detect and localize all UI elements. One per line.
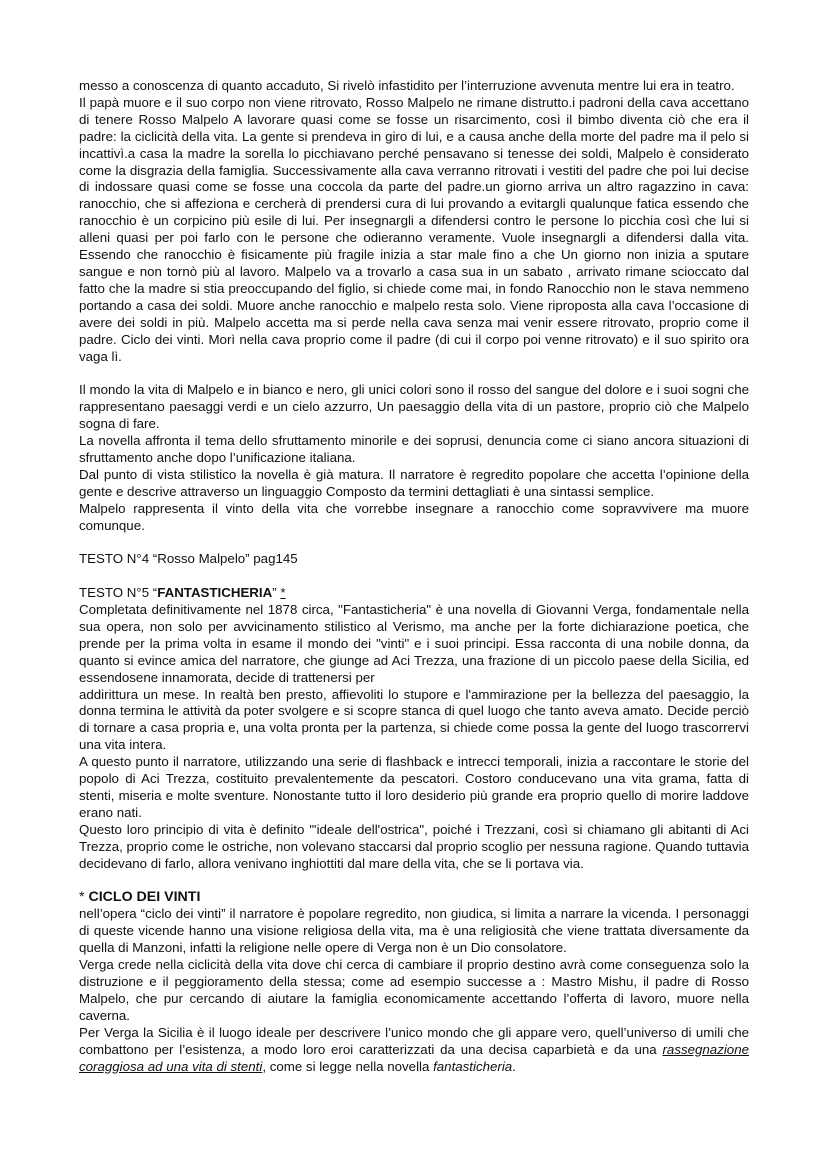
- paragraph: messo a conoscenza di quanto accaduto, Si rivelò infastidito per l’interruzione avvenuta mentre lui era in teatro.: [79, 78, 735, 93]
- ciclo-title: CICLO DEI VINTI: [88, 889, 201, 906]
- paragraph: Verga crede nella ciclicità della vita dove chi cerca di cambiare il proprio destino avrà come conseguenza solo la distruzione e il peggioramento della stessa; come ad esempio successe a : Mastro Mishu, il padre di Rosso Malpelo, che pur cercando di aiutare la famiglia economicamente accettando l’offerta di lavoro, muore nella caverna.: [79, 957, 749, 1023]
- paragraph: addirittura un mese. In realtà ben presto, affievoliti lo stupore e l'ammirazione per la bellezza del paesaggio, la donna termina le attività da poter svolgere e si scopre stanca di quel luogo che tanto aveva amato. Decide perciò di tornare a casa propria e, una volta pronta per la partenza, si chiede come possa la gente del luogo trascorrervi una vita intera.: [79, 686, 749, 753]
- paragraph: Il mondo la vita di Malpelo e in bianco e nero, gli unici colori sono il rosso del sangue del dolore e i suoi sogni che rappresentano paesaggi verdi e un cielo azzurro, Un paesaggio della vita di un pastore, proprio ciò che Malpelo sogna di fare.: [79, 382, 749, 432]
- italic-title: fantasticheria: [433, 1058, 513, 1074]
- footnote-mark-link[interactable]: *: [280, 585, 286, 601]
- text-run: .: [512, 1058, 516, 1074]
- testo5-heading: [79, 585, 749, 602]
- paragraph: nell’opera “ciclo dei vinti” il narratore è popolare regredito, non giudica, si limita a narrare la vicenda. I personaggi di queste vicende hanno una visione religiosa della vita, ma è una religiosità che viene trattata diversamente da quella di Manzoni, infatti la religione nelle opere di Verga non è un Dio consolatore.: [79, 906, 749, 956]
- testo5-title: FANTASTICHERIA: [157, 585, 273, 601]
- paragraph: Questo loro principio di vita è definito "'ideale dell'ostrica", poiché i Trezzani, così si chiamano gli abitanti di Aci Trezza, proprio come le ostriche, non volevano staccarsi dal proprio scoglio per nessuna ragione. Quando tuttavia decidevano di farlo, allora venivano inghiottiti dal mare della vita, che se li portava via.: [79, 821, 749, 871]
- testo5-prefix: TESTO N°5 “: [79, 585, 158, 601]
- blank-line: [79, 568, 749, 585]
- paragraph: Completata definitivamente nel 1878 circa, "Fantasticheria" è una novella di Giovanni Verga, fondamentale nella sua opera, non solo per avvicinamento stilistico al Verismo, ma anche per la forte dichiarazione poetica, che prende per la prima volta in esame il mondo dei "vinti" e i suoi principi. Essa racconta di una nobile donna, da quanto si evince amica del narratore, che giunge ad Aci Trezza, una frazione di un piccolo paese della Sicilia, ed essendosene innamorata, decide di trattenersi per: [79, 602, 749, 685]
- paragraph: [79, 1025, 749, 1076]
- text-run: Per Verga la Sicilia è il luogo ideale per descrivere l’unico mondo che gli appare vero, quell’universo di umili che combattono per l’esistenza, a modo loro eroi caratterizzati da una decisa caparbietà e da una: [79, 1024, 749, 1057]
- paragraph: La novella affronta il tema dello sfruttamento minorile e dei soprusi, denuncia come ci siano ancora situazioni di sfruttamento anche dopo l’unificazione italiana.: [79, 433, 749, 465]
- text-run: , come si legge nella novella: [262, 1058, 434, 1074]
- blank-line: [79, 365, 749, 382]
- paragraph: Il papà muore e il suo corpo non viene ritrovato, Rosso Malpelo ne rimane distrutto.i padroni della cava accettano di tenere Rosso Malpelo A lavorare quasi come se fosse un risarcimento, così il bimbo diventa ciò che era il padre: la ciclicità della vita. La gente si prendeva in giro di lui, e a causa anche della morte del padre ma il pelo si incattivì.a casa la madre la sorella lo picchiavano perché pensavano si tenesse dei soldi, Malpelo è considerato come la disgrazia della famiglia. Successivamente alla cava verranno ritrovati i vestiti del padre che poi lui decise di indossare quasi come se fosse una coccola da parte del padre.un giorno arriva un altro ragazzino in cava: ranocchio, che si affeziona e cercherà di prendersi cura di lui provando a evitargli qualunque fatica essendo che ranocchio è un corpicino più esile di lui. Per insegnargli a difendersi contro le persone lo picchia così che lui si alleni quasi per poi farlo con le persone che odieranno veramente. Vuole insegnargli a difendersi dalla vita. Essendo che ranocchio è fisicamente più fragile inizia a star male fino a che Un giorno non inizia a sputare sangue e non tornò più al lavoro. Malpelo va a trovarlo a casa sua in un sabato , arrivato rimane scioccato dal fatto che la madre si stia preoccupando del figlio, si chiede come mai, in fondo Ranocchio non le stava nemmeno portando a casa dei soldi. Muore anche ranocchio e malpelo resta solo. Viene riproposta alla cava l’occasione di avere dei soldi in più. Malpelo accetta ma si perde nella cava senza mai venir essere ritrovato, proprio come il padre. Ciclo dei vinti. Morì nella cava proprio come il padre (di cui il corpo poi venne ritrovato) e il suo spirito ora vaga lì.: [79, 94, 749, 364]
- testo5-suffix: ”: [272, 585, 281, 601]
- ciclo-heading: [79, 889, 749, 906]
- underlined-quote: rassegnazione coraggiosa ad una vita di stenti: [79, 1041, 749, 1074]
- testo4-heading: TESTO N°4 “Rosso Malpelo” pag145: [79, 551, 298, 567]
- blank-line: [79, 873, 749, 890]
- paragraph: Malpelo rappresenta il vinto della vita che vorrebbe insegnare a ranocchio come sopravvivere ma muore comunque.: [79, 500, 749, 533]
- ciclo-prefix: *: [79, 889, 89, 906]
- blank-line: [79, 534, 749, 551]
- paragraph: A questo punto il narratore, utilizzando una serie di flashback e intrecci temporali, inizia a raccontare le storie del popolo di Aci Trezza, costituito prevalentemente da pescatori. Costoro conducevano una vita grama, fatta di stenti, miseria e molte sventure. Nonostante tutto il loro desiderio più grande era proprio quello di morire laddove erano nati.: [79, 754, 749, 820]
- paragraph: Dal punto di vista stilistico la novella è già matura. Il narratore è regredito popolare che accetta l’opinione della gente e descrive attraverso un linguaggio Composto da termini dettagliati è una sintassi semplice.: [79, 466, 749, 499]
